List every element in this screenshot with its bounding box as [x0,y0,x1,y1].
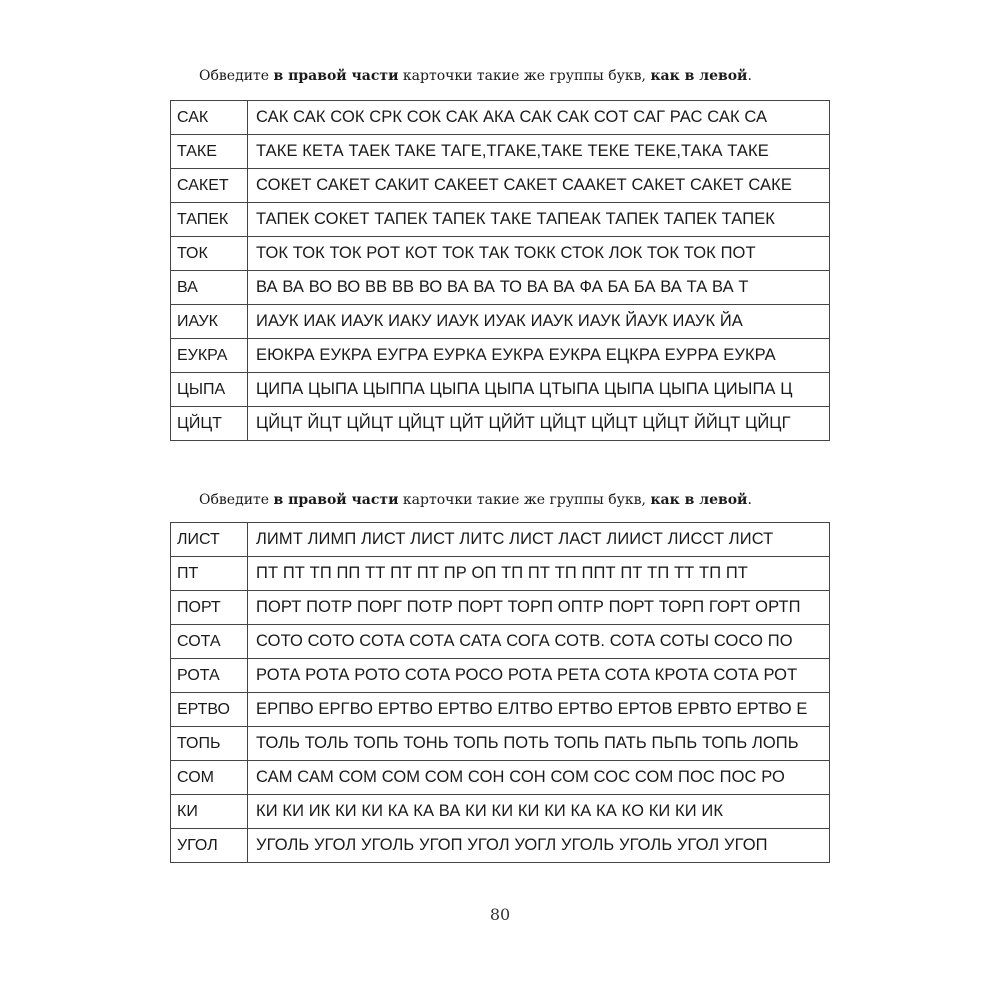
instruction-emphasis-left-part: как в левой [650,68,748,84]
card-row [171,693,830,727]
card-row [171,795,830,829]
instruction-text: . [747,68,752,84]
letter-sequence: ТАПЕК СОКЕТ ТАПЕК ТАПЕК ТАКЕ ТАПЕАК ТАПЕК ТАПЕК ТАПЕК [248,203,830,237]
letter-sequence: ТАКЕ КЕТА ТАЕК ТАКЕ ТАГЕ,ТГАКЕ,ТАКЕ ТЕКЕ ТЕКЕ,ТАКА ТАКЕ [248,135,830,169]
target-letter-group: КИ [171,795,248,829]
letter-card-2 [170,522,830,863]
target-letter-group: ЕРТВО [171,693,248,727]
instruction-text: Обведите [199,68,274,84]
instruction-card-2 [199,490,839,510]
target-letter-group: УГОЛ [171,829,248,863]
card-row [171,557,830,591]
card-row [171,203,830,237]
card-row [171,135,830,169]
target-letter-group: ЦЙЦТ [171,407,248,441]
target-letter-group: ВА [171,271,248,305]
target-letter-group: ПОРТ [171,591,248,625]
letter-sequence: УГОЛЬ УГОЛ УГОЛЬ УГОП УГОЛ УОГЛ УГОЛЬ УГОЛЬ УГОЛ УГОП [248,829,830,863]
target-letter-group: САКЕТ [171,169,248,203]
card-row [171,829,830,863]
letter-sequence: ЕЮКРА ЕУКРА ЕУГРА ЕУРКА ЕУКРА ЕУКРА ЕЦКРА ЕУРРА ЕУКРА [248,339,830,373]
letter-sequence: ТОК ТОК ТОК РОТ КОТ ТОК ТАК ТОКК СТОК ЛОК ТОК ТОК ПОТ [248,237,830,271]
target-letter-group: ИАУК [171,305,248,339]
target-letter-group: ТАКЕ [171,135,248,169]
card-row [171,339,830,373]
card-row [171,761,830,795]
letter-sequence: ПТ ПТ ТП ПП ТТ ПТ ПТ ПР ОП ТП ПТ ТП ППТ ПТ ТП ТТ ТП ПТ [248,557,830,591]
letter-sequence: САК САК СОК СРК СОК САК АКА САК САК СОТ САГ РАС САК СА [248,101,830,135]
card-row [171,591,830,625]
card-row [171,101,830,135]
target-letter-group: СОТА [171,625,248,659]
letter-sequence: РОТА РОТА РОТО СОТА РОСО РОТА РЕТА СОТА КРОТА СОТА РОТ [248,659,830,693]
letter-sequence: САМ САМ СОМ СОМ СОМ СОН СОН СОМ СОС СОМ ПОС ПОС РО [248,761,830,795]
card-row [171,169,830,203]
target-letter-group: РОТА [171,659,248,693]
instruction-emphasis-right-part: в правой части [273,492,399,508]
target-letter-group: ЦЫПА [171,373,248,407]
letter-sequence: ИАУК ИАК ИАУК ИАКУ ИАУК ИУАК ИАУК ИАУК ЙАУК ИАУК ЙА [248,305,830,339]
card-row [171,237,830,271]
instruction-emphasis-left-part: как в левой [650,492,748,508]
card-row [171,407,830,441]
instruction-emphasis-right-part: в правой части [273,68,399,84]
target-letter-group: ТАПЕК [171,203,248,237]
card-row [171,305,830,339]
letter-sequence: ЛИМТ ЛИМП ЛИСТ ЛИСТ ЛИТС ЛИСТ ЛАСТ ЛИИСТ ЛИССТ ЛИСТ [248,523,830,557]
card-row [171,271,830,305]
target-letter-group: ЛИСТ [171,523,248,557]
instruction-text: карточки такие же группы букв, [398,492,651,508]
target-letter-group: ЕУКРА [171,339,248,373]
letter-sequence: ЕРПВО ЕРГВО ЕРТВО ЕРТВО ЕЛТВО ЕРТВО ЕРТОВ ЕРВТО ЕРТВО Е [248,693,830,727]
card-row [171,625,830,659]
letter-card-rows [171,101,830,441]
instruction-card-1 [199,66,839,86]
letter-sequence: ПОРТ ПОТР ПОРГ ПОТР ПОРТ ТОРП ОПТР ПОРТ ТОРП ГОРТ ОРТП [248,591,830,625]
card-row [171,659,830,693]
target-letter-group: ПТ [171,557,248,591]
letter-card-rows [171,523,830,863]
instruction-text: карточки такие же группы букв, [398,68,651,84]
letter-sequence: ТОЛЬ ТОЛЬ ТОПЬ ТОНЬ ТОПЬ ПОТЬ ТОПЬ ПАТЬ ПЬПЬ ТОПЬ ЛОПЬ [248,727,830,761]
target-letter-group: САК [171,101,248,135]
letter-sequence: КИ КИ ИК КИ КИ КА КА ВА КИ КИ КИ КИ КА КА КО КИ КИ ИК [248,795,830,829]
card-row [171,373,830,407]
letter-sequence: ЦИПА ЦЫПА ЦЫППА ЦЫПА ЦЫПА ЦТЫПА ЦЫПА ЦЫПА ЦИЫПА Ц [248,373,830,407]
instruction-text: Обведите [199,492,274,508]
letter-sequence: СОТО СОТО СОТА СОТА САТА СОГА СОТВ. СОТА СОТЫ СОСО ПО [248,625,830,659]
card-row [171,727,830,761]
instruction-text: . [747,492,752,508]
page-number: 80 [489,905,511,924]
letter-sequence: ВА ВА ВО ВО ВВ ВВ ВО ВА ВА ТО ВА ВА ФА БА БА ВА ТА ВА Т [248,271,830,305]
letter-sequence: ЦЙЦТ ЙЦТ ЦЙЦТ ЦЙЦТ ЦЙТ ЦЙЙТ ЦЙЦТ ЦЙЦТ ЦЙЦТ ЙЙЦТ ЦЙЦГ [248,407,830,441]
card-row [171,523,830,557]
target-letter-group: ТОК [171,237,248,271]
target-letter-group: ТОПЬ [171,727,248,761]
letter-sequence: СОКЕТ САКЕТ САКИТ САКЕЕТ САКЕТ СААКЕТ САКЕТ САКЕТ САКЕ [248,169,830,203]
target-letter-group: СОМ [171,761,248,795]
letter-card-1 [170,100,830,441]
